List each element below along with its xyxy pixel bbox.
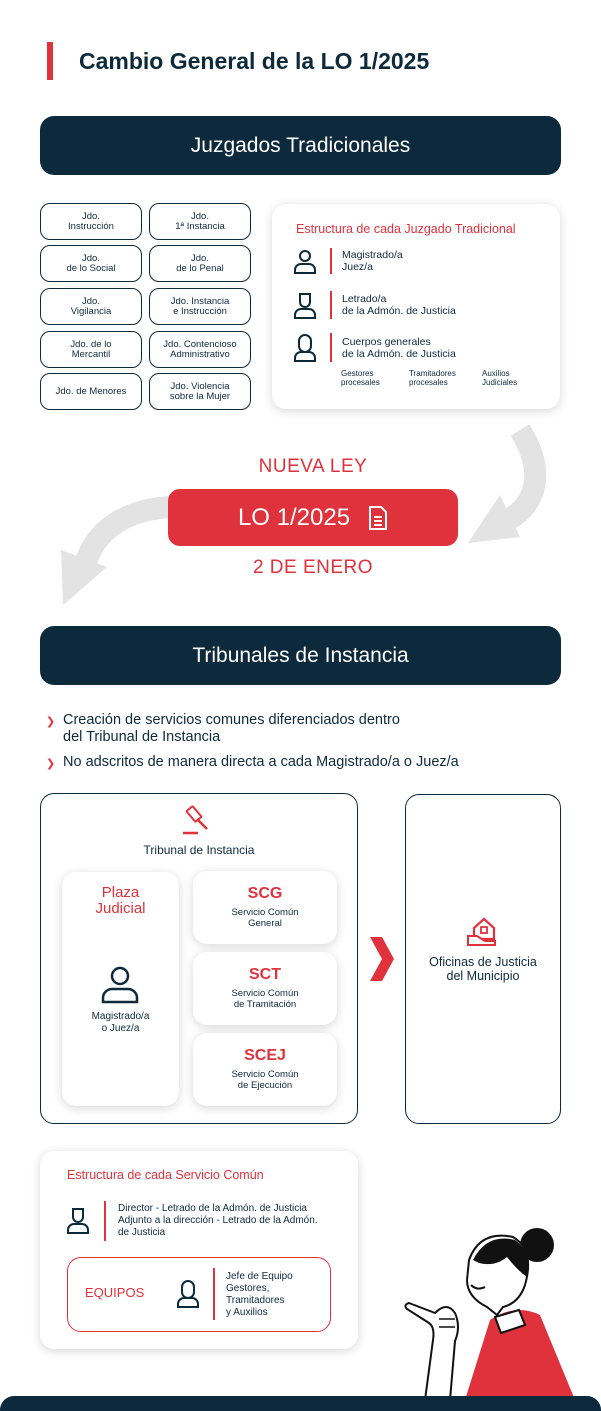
court-instruccion: Jdo. Instrucción: [40, 203, 142, 240]
document-icon: [368, 505, 388, 531]
plaza-role: Magistrado/a o Juez/a: [91, 1011, 150, 1034]
court-penal: Jdo. de lo Penal: [149, 245, 251, 282]
tribunal-label: Tribunal de Instancia: [143, 843, 255, 857]
law-date: 2 DE ENERO: [252, 557, 374, 578]
court-vigilancia: Jdo. Vigilancia: [40, 288, 142, 325]
court-violencia: Jdo. Violencia sobre la Mujer: [149, 373, 251, 410]
common-service-card: [40, 1151, 358, 1349]
subrole-tramitadores: Tramitadores procesales: [409, 369, 456, 387]
service-card-scg: [193, 871, 337, 944]
court-social: Jdo. de lo Social: [40, 245, 142, 282]
court-mercantil: Jdo. de lo Mercantil: [40, 331, 142, 368]
role-divider: [330, 333, 332, 362]
instance-banner: Tribunales de Instancia: [40, 626, 561, 685]
service-name: Servicio Común de Ejecución: [231, 1069, 299, 1091]
plaza-judicial-card: [62, 872, 179, 1106]
person-icon: [100, 964, 140, 1004]
office-home-icon: [466, 914, 500, 948]
equipos-box: [67, 1257, 331, 1332]
oficinas-label: Oficinas de Justicia del Municipio: [429, 955, 537, 983]
court-instancia-instruccion: Jdo. Instancia e Instrucción: [149, 288, 251, 325]
bullet-no-adscritos: No adscritos de manera directa a cada Magistrado/a o Juez/a: [63, 754, 459, 770]
service-code: SCEJ: [244, 1047, 286, 1064]
role-cuerpos: Cuerpos generales de la Admón. de Justicia: [342, 335, 456, 360]
service-name: Servicio Común de Tramitación: [231, 988, 299, 1010]
bullet-chevron-icon: ❯: [46, 758, 56, 770]
lawyer-icon: [65, 1206, 91, 1234]
bullet-servicios: Creación de servicios comunes diferenciados dentro del Tribunal de Instancia: [63, 712, 400, 745]
court-menores: Jdo. de Menores: [40, 373, 142, 410]
court-primera-instancia: Jdo. 1ª Instancia: [149, 203, 251, 240]
person-icon: [292, 248, 318, 274]
woman-pointing-illustration: [395, 1215, 585, 1400]
service-name: Servicio Común General: [231, 907, 299, 929]
law-name: LO 1/2025: [237, 503, 351, 531]
traditional-banner: Juzgados Tradicionales: [40, 116, 561, 175]
lawyer-icon: [292, 291, 318, 319]
role-row-magistrado: [292, 248, 403, 274]
gavel-icon: [181, 805, 211, 835]
structure-title: Estructura de cada Juzgado Tradicional: [296, 222, 516, 236]
footer-band: [0, 1396, 601, 1411]
role-magistrado: Magistrado/a Juez/a: [342, 249, 403, 273]
law-kicker: NUEVA LEY: [258, 456, 368, 477]
role-row-letrado: [292, 291, 456, 319]
arrow-down-left-icon: [55, 495, 175, 610]
bullet-chevron-icon: ❯: [46, 716, 56, 728]
title-accent-bar: [47, 42, 53, 80]
service-code: SCG: [247, 885, 283, 902]
court-contencioso: Jdo. Contencioso Administrativo: [149, 331, 251, 368]
staff-icon: [175, 1279, 201, 1308]
law-box: [168, 489, 458, 546]
role-letrado: Letrado/a de la Admón. de Justicia: [342, 293, 456, 317]
service-card-sct: [193, 952, 337, 1025]
role-divider: [330, 291, 332, 319]
equipos-divider: [213, 1268, 215, 1320]
equipos-desc: Jefe de Equipo Gestores, Tramitadores y Auxilios: [226, 1271, 293, 1318]
director-text: Director - Letrado de la Admón. de Justicia Adjunto a la dirección - Letrado de la Admón. de Justicia: [118, 1203, 318, 1238]
common-service-title: Estructura de cada Servicio Común: [67, 1168, 264, 1182]
subrole-auxilios: Auxilios Judiciales: [482, 369, 518, 387]
role-row-cuerpos: [292, 333, 456, 362]
page-title: Cambio General de la LO 1/2025: [79, 48, 430, 74]
traditional-structure-card: [272, 204, 560, 409]
staff-icon: [292, 333, 318, 362]
equipos-label: EQUIPOS: [85, 1285, 145, 1300]
subrole-gestores: Gestores procesales: [341, 369, 380, 387]
director-divider: [104, 1201, 106, 1241]
chevron-right-icon: [368, 935, 396, 983]
arrow-down-right-icon: [460, 425, 555, 545]
service-code: SCT: [249, 966, 281, 983]
role-divider: [330, 248, 332, 274]
plaza-title: Plaza Judicial: [95, 884, 146, 917]
service-card-scej: [193, 1033, 337, 1106]
